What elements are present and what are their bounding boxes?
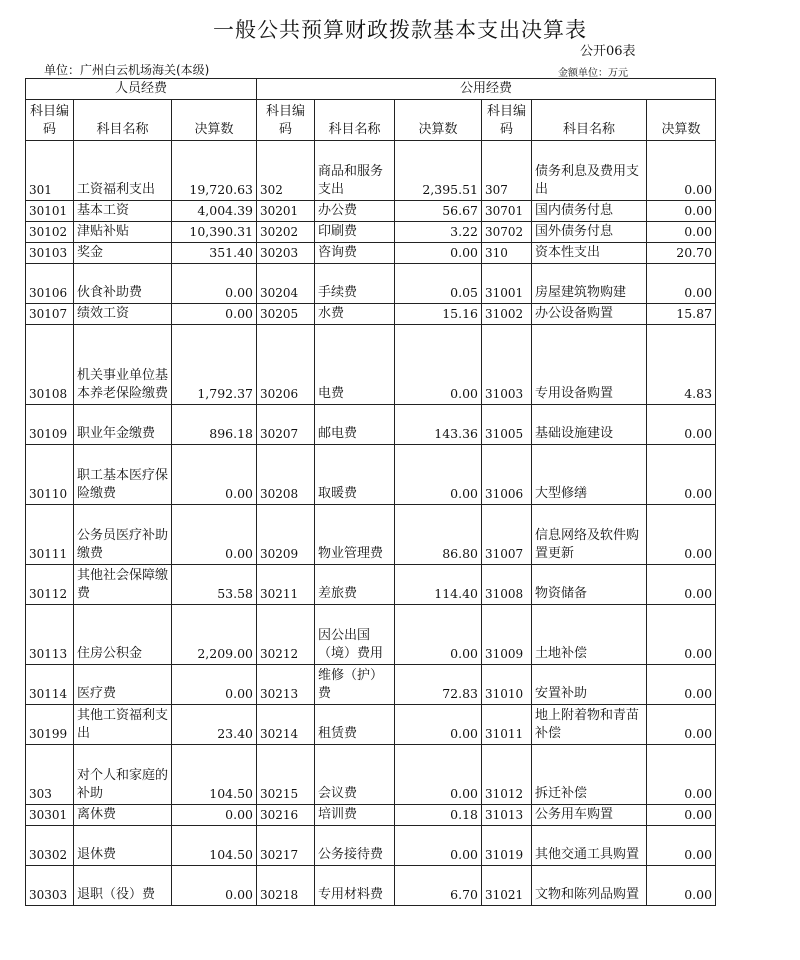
name-cell: 其他交通工具购置 [532, 826, 647, 866]
header-code: 科目编码 [257, 100, 315, 141]
amount-cell: 0.00 [647, 866, 716, 906]
group-public: 公用经费 [257, 79, 716, 100]
name-cell: 公务员医疗补助缴费 [74, 505, 172, 565]
name-cell: 专用材料费 [315, 866, 395, 906]
name-cell: 办公费 [315, 201, 395, 222]
name-cell: 伙食补助费 [74, 264, 172, 304]
amount-cell: 0.00 [647, 264, 716, 304]
code-cell: 30113 [26, 605, 74, 665]
code-cell: 30211 [257, 565, 315, 605]
amount-cell: 2,209.00 [172, 605, 257, 665]
name-cell: 基本工资 [74, 201, 172, 222]
code-cell: 30218 [257, 866, 315, 906]
table-row [26, 805, 716, 826]
column-header-row [26, 100, 716, 141]
name-cell: 物业管理费 [315, 505, 395, 565]
name-cell: 奖金 [74, 243, 172, 264]
amount-cell: 0.05 [395, 264, 482, 304]
amount-cell: 0.00 [647, 705, 716, 745]
form-number: 公开06表 [580, 44, 636, 59]
table-row [26, 745, 716, 805]
code-cell: 310 [482, 243, 532, 264]
amount-cell: 143.36 [395, 405, 482, 445]
amount-cell: 104.50 [172, 745, 257, 805]
amount-cell: 53.58 [172, 565, 257, 605]
expenditure-table [25, 78, 716, 906]
code-cell: 31006 [482, 445, 532, 505]
amount-cell: 4,004.39 [172, 201, 257, 222]
code-cell: 30204 [257, 264, 315, 304]
amount-cell: 0.00 [172, 665, 257, 705]
amount-cell: 1,792.37 [172, 325, 257, 405]
code-cell: 30112 [26, 565, 74, 605]
amount-cell: 6.70 [395, 866, 482, 906]
name-cell: 退休费 [74, 826, 172, 866]
name-cell: 办公设备购置 [532, 304, 647, 325]
amount-cell: 0.00 [172, 264, 257, 304]
code-cell: 31008 [482, 565, 532, 605]
table-row [26, 866, 716, 906]
amount-cell: 0.00 [647, 405, 716, 445]
amount-cell: 20.70 [647, 243, 716, 264]
table-row [26, 445, 716, 505]
name-cell: 手续费 [315, 264, 395, 304]
page-title: 一般公共预算财政拨款基本支出决算表 [213, 18, 587, 42]
name-cell: 公务接待费 [315, 826, 395, 866]
name-cell: 邮电费 [315, 405, 395, 445]
table-row [26, 304, 716, 325]
name-cell: 物资储备 [532, 565, 647, 605]
amount-cell: 0.00 [647, 665, 716, 705]
header-amount: 决算数 [647, 100, 716, 141]
amount-cell: 2,395.51 [395, 141, 482, 201]
name-cell: 离休费 [74, 805, 172, 826]
code-cell: 301 [26, 141, 74, 201]
amount-cell: 15.16 [395, 304, 482, 325]
code-cell: 30203 [257, 243, 315, 264]
name-cell: 津贴补贴 [74, 222, 172, 243]
code-cell: 30109 [26, 405, 74, 445]
name-cell: 职业年金缴费 [74, 405, 172, 445]
name-cell: 基础设施建设 [532, 405, 647, 445]
amount-cell: 0.00 [395, 826, 482, 866]
amount-cell: 0.00 [647, 445, 716, 505]
table-row [26, 705, 716, 745]
table-row [26, 826, 716, 866]
name-cell: 机关事业单位基本养老保险缴费 [74, 325, 172, 405]
code-cell: 30102 [26, 222, 74, 243]
code-cell: 30202 [257, 222, 315, 243]
header-amount: 决算数 [172, 100, 257, 141]
header-code: 科目编码 [26, 100, 74, 141]
code-cell: 30301 [26, 805, 74, 826]
amount-cell: 0.00 [647, 565, 716, 605]
amount-cell: 0.00 [395, 605, 482, 665]
amount-cell: 15.87 [647, 304, 716, 325]
name-cell: 取暖费 [315, 445, 395, 505]
code-cell: 31002 [482, 304, 532, 325]
amount-cell: 0.00 [395, 705, 482, 745]
money-unit-label: 金额单位：万元 [558, 68, 628, 79]
amount-cell: 0.00 [647, 745, 716, 805]
code-cell: 30101 [26, 201, 74, 222]
name-cell: 债务利息及费用支出 [532, 141, 647, 201]
amount-cell: 351.40 [172, 243, 257, 264]
table-row [26, 605, 716, 665]
header-name: 科目名称 [315, 100, 395, 141]
name-cell: 专用设备购置 [532, 325, 647, 405]
amount-cell: 0.00 [647, 605, 716, 665]
code-cell: 31019 [482, 826, 532, 866]
table-row [26, 201, 716, 222]
name-cell: 国内债务付息 [532, 201, 647, 222]
table-row [26, 665, 716, 705]
code-cell: 31009 [482, 605, 532, 665]
code-cell: 30205 [257, 304, 315, 325]
code-cell: 30103 [26, 243, 74, 264]
code-cell: 30108 [26, 325, 74, 405]
code-cell: 30214 [257, 705, 315, 745]
name-cell: 印刷费 [315, 222, 395, 243]
amount-cell: 10,390.31 [172, 222, 257, 243]
code-cell: 30701 [482, 201, 532, 222]
code-cell: 30106 [26, 264, 74, 304]
header-amount: 决算数 [395, 100, 482, 141]
code-cell: 30207 [257, 405, 315, 445]
code-cell: 30303 [26, 866, 74, 906]
code-cell: 31007 [482, 505, 532, 565]
group-personnel: 人员经费 [26, 79, 257, 100]
code-cell: 30114 [26, 665, 74, 705]
name-cell: 房屋建筑物购建 [532, 264, 647, 304]
amount-cell: 0.00 [647, 222, 716, 243]
code-cell: 31011 [482, 705, 532, 745]
name-cell: 工资福利支出 [74, 141, 172, 201]
amount-cell: 3.22 [395, 222, 482, 243]
name-cell: 会议费 [315, 745, 395, 805]
name-cell: 资本性支出 [532, 243, 647, 264]
name-cell: 大型修缮 [532, 445, 647, 505]
amount-cell: 0.00 [172, 304, 257, 325]
name-cell: 电费 [315, 325, 395, 405]
amount-cell: 0.00 [647, 141, 716, 201]
amount-cell: 0.00 [172, 505, 257, 565]
table-row [26, 565, 716, 605]
table-row [26, 141, 716, 201]
amount-cell: 72.83 [395, 665, 482, 705]
amount-cell: 0.00 [395, 243, 482, 264]
name-cell: 培训费 [315, 805, 395, 826]
code-cell: 31010 [482, 665, 532, 705]
code-cell: 30208 [257, 445, 315, 505]
name-cell: 对个人和家庭的补助 [74, 745, 172, 805]
amount-cell: 104.50 [172, 826, 257, 866]
code-cell: 30110 [26, 445, 74, 505]
name-cell: 地上附着物和青苗补偿 [532, 705, 647, 745]
name-cell: 国外债务付息 [532, 222, 647, 243]
name-cell: 咨询费 [315, 243, 395, 264]
amount-cell: 0.00 [172, 805, 257, 826]
header-code: 科目编码 [482, 100, 532, 141]
name-cell: 水费 [315, 304, 395, 325]
code-cell: 30213 [257, 665, 315, 705]
code-cell: 31003 [482, 325, 532, 405]
amount-cell: 896.18 [172, 405, 257, 445]
name-cell: 信息网络及软件购置更新 [532, 505, 647, 565]
amount-cell: 0.00 [395, 745, 482, 805]
code-cell: 30209 [257, 505, 315, 565]
code-cell: 30107 [26, 304, 74, 325]
unit-label: 单位：广州白云机场海关(本级) [44, 63, 210, 77]
name-cell: 差旅费 [315, 565, 395, 605]
code-cell: 30111 [26, 505, 74, 565]
name-cell: 维修（护）费 [315, 665, 395, 705]
code-cell: 30212 [257, 605, 315, 665]
amount-cell: 114.40 [395, 565, 482, 605]
table-row [26, 325, 716, 405]
name-cell: 文物和陈列品购置 [532, 866, 647, 906]
code-cell: 31013 [482, 805, 532, 826]
name-cell: 住房公积金 [74, 605, 172, 665]
table-row [26, 264, 716, 304]
name-cell: 绩效工资 [74, 304, 172, 325]
amount-cell: 0.00 [647, 826, 716, 866]
code-cell: 31005 [482, 405, 532, 445]
amount-cell: 0.00 [647, 505, 716, 565]
name-cell: 其他工资福利支出 [74, 705, 172, 745]
amount-cell: 56.67 [395, 201, 482, 222]
amount-cell: 0.00 [395, 325, 482, 405]
amount-cell: 23.40 [172, 705, 257, 745]
name-cell: 职工基本医疗保险缴费 [74, 445, 172, 505]
amount-cell: 0.00 [647, 805, 716, 826]
table-row [26, 222, 716, 243]
name-cell: 公务用车购置 [532, 805, 647, 826]
name-cell: 土地补偿 [532, 605, 647, 665]
name-cell: 商品和服务支出 [315, 141, 395, 201]
code-cell: 31021 [482, 866, 532, 906]
amount-cell: 0.00 [172, 866, 257, 906]
code-cell: 303 [26, 745, 74, 805]
code-cell: 307 [482, 141, 532, 201]
header-name: 科目名称 [74, 100, 172, 141]
name-cell: 退职（役）费 [74, 866, 172, 906]
name-cell: 安置补助 [532, 665, 647, 705]
code-cell: 30302 [26, 826, 74, 866]
table-row [26, 505, 716, 565]
code-cell: 30215 [257, 745, 315, 805]
code-cell: 31001 [482, 264, 532, 304]
amount-cell: 4.83 [647, 325, 716, 405]
code-cell: 31012 [482, 745, 532, 805]
amount-cell: 19,720.63 [172, 141, 257, 201]
amount-cell: 0.00 [172, 445, 257, 505]
amount-cell: 86.80 [395, 505, 482, 565]
code-cell: 30199 [26, 705, 74, 745]
name-cell: 租赁费 [315, 705, 395, 745]
name-cell: 其他社会保障缴费 [74, 565, 172, 605]
code-cell: 30201 [257, 201, 315, 222]
code-cell: 30206 [257, 325, 315, 405]
name-cell: 因公出国（境）费用 [315, 605, 395, 665]
amount-cell: 0.18 [395, 805, 482, 826]
header-name: 科目名称 [532, 100, 647, 141]
table-row [26, 243, 716, 264]
name-cell: 拆迁补偿 [532, 745, 647, 805]
code-cell: 30216 [257, 805, 315, 826]
table-row [26, 405, 716, 445]
code-cell: 30217 [257, 826, 315, 866]
name-cell: 医疗费 [74, 665, 172, 705]
amount-cell: 0.00 [395, 445, 482, 505]
code-cell: 30702 [482, 222, 532, 243]
amount-cell: 0.00 [647, 201, 716, 222]
code-cell: 302 [257, 141, 315, 201]
group-header-row [26, 79, 716, 100]
